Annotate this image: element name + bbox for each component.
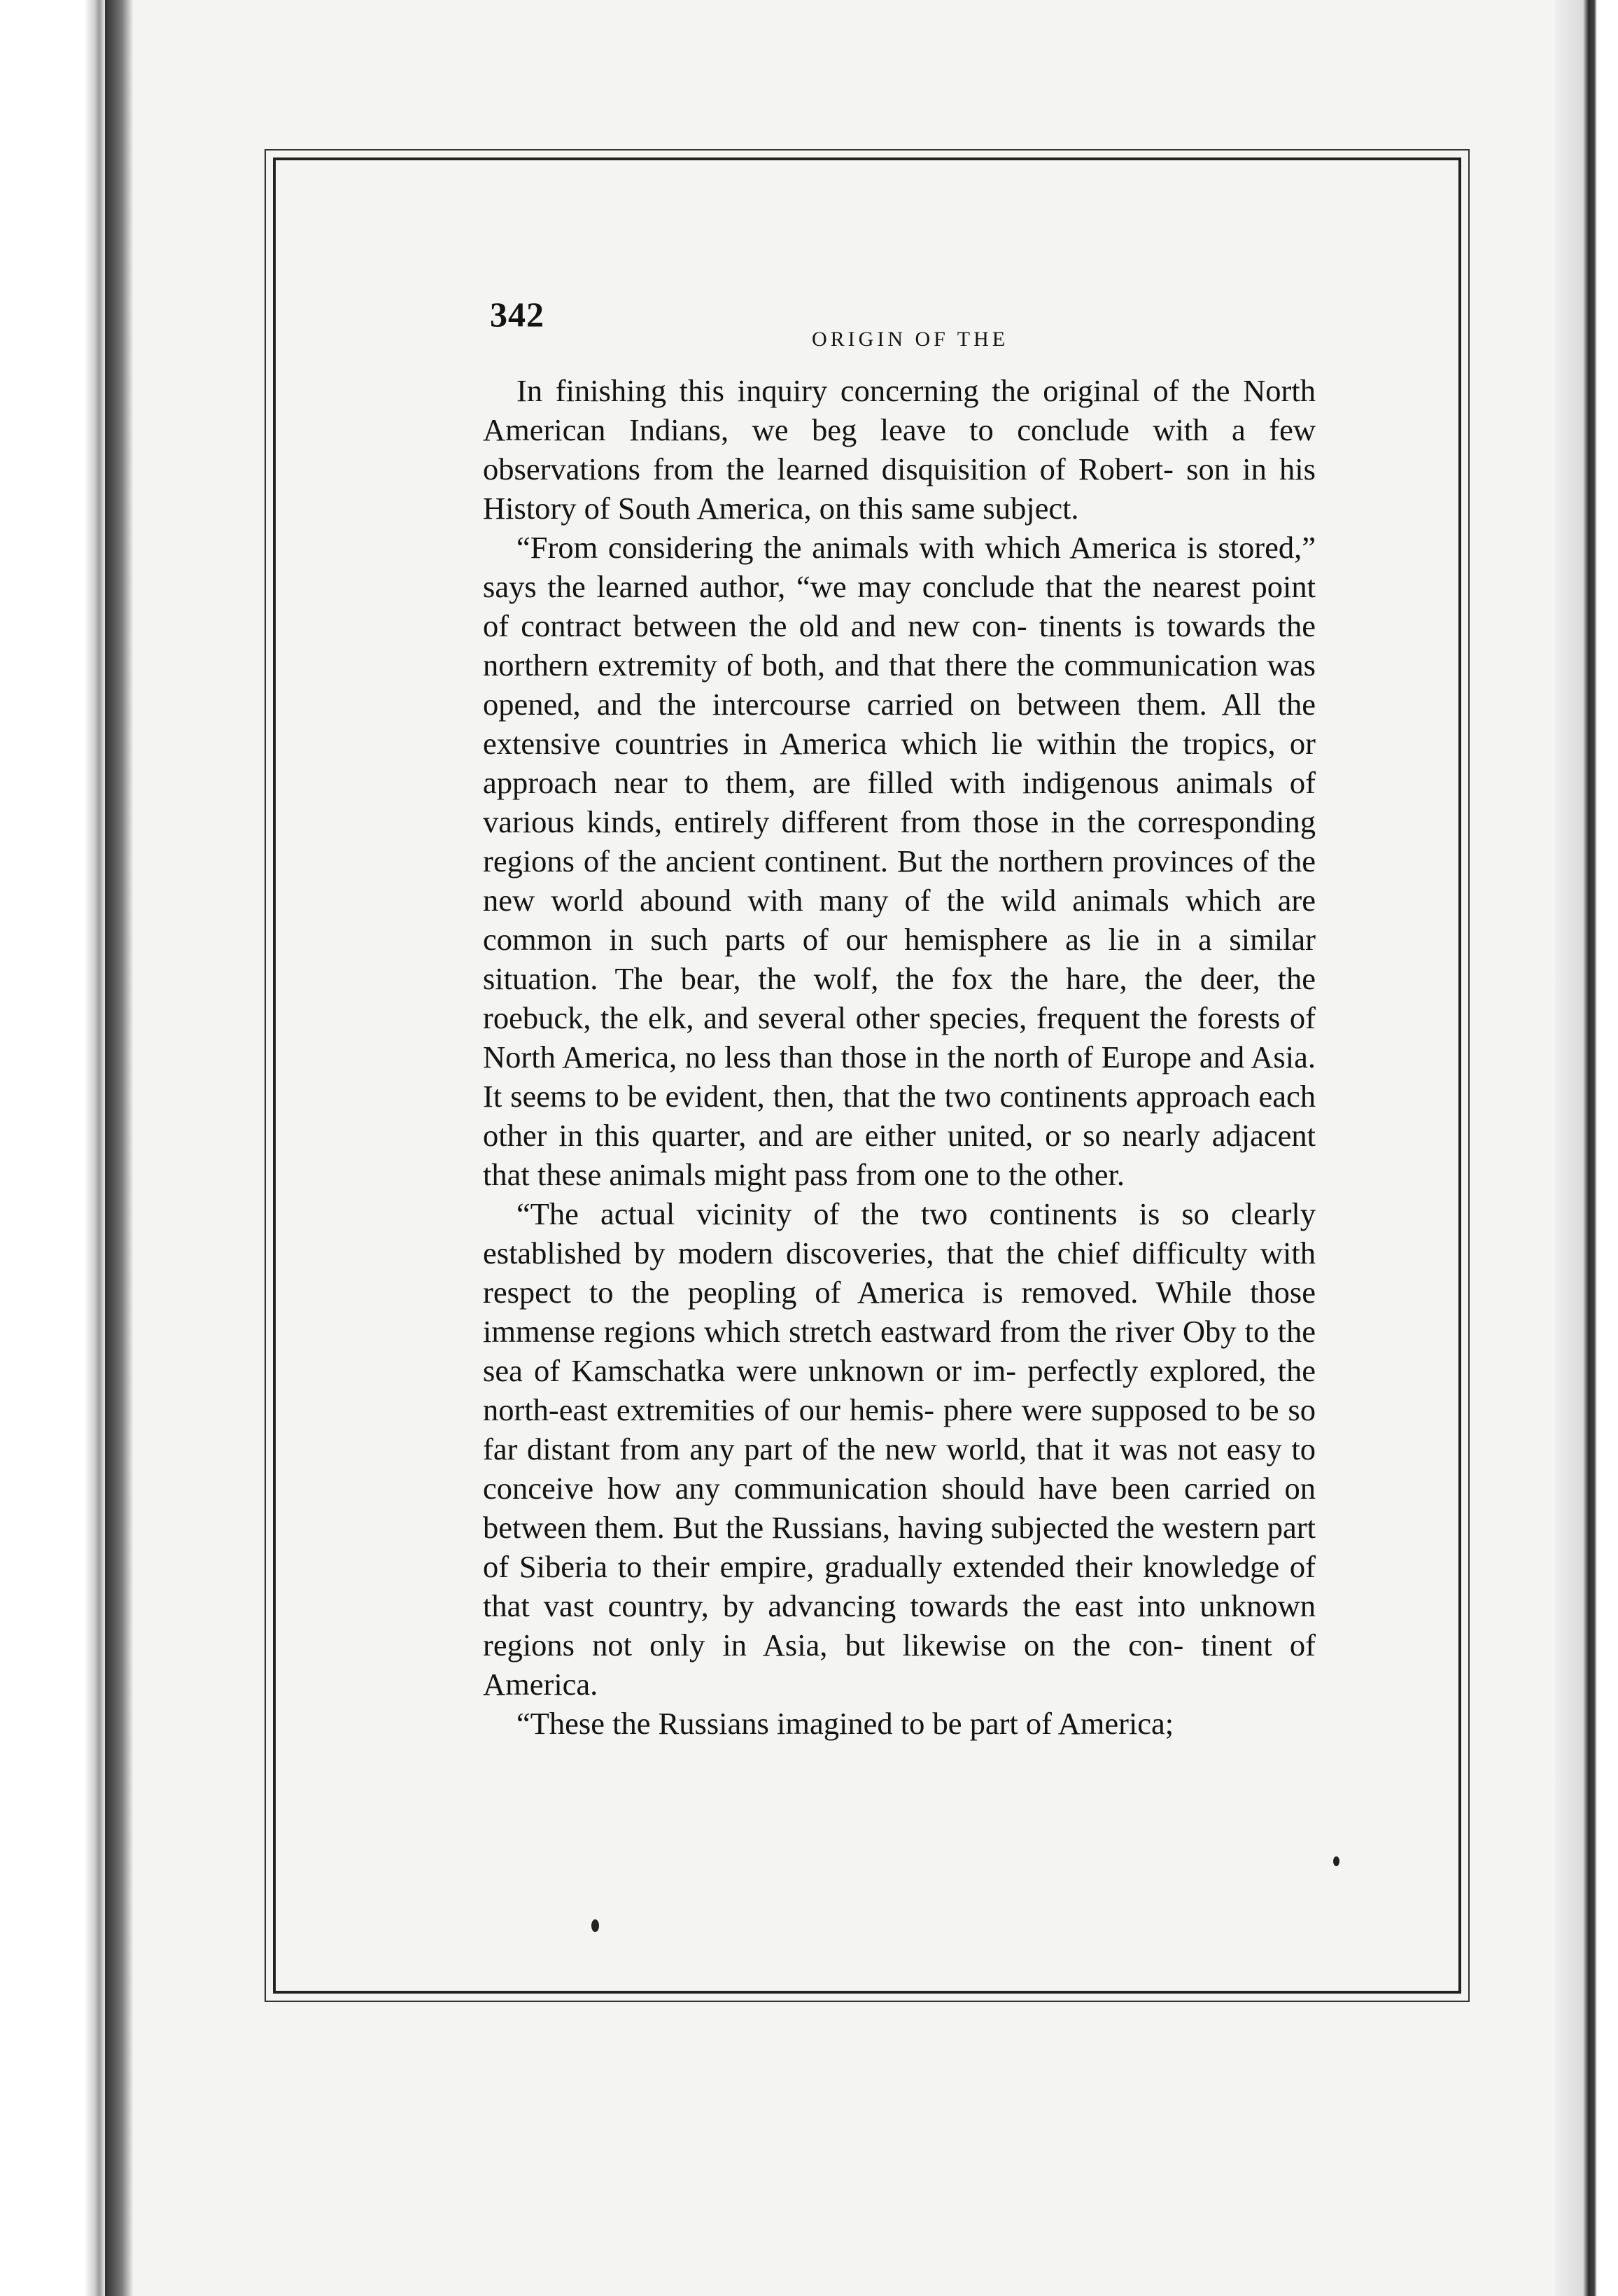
book-page	[483, 294, 1316, 1799]
paragraph-1: In finishing this inquiry concerning the original of the North American Indians, we beg leave to conclude with a few observations from the learned disquisition of Robert- son in his History of South America, on this same subject.	[483, 373, 1316, 526]
book-left-edge	[0, 0, 105, 2296]
running-head: ORIGIN OF THE	[812, 328, 1009, 351]
ink-speck	[591, 1919, 599, 1932]
book-right-edge	[1555, 0, 1618, 2296]
book-gutter-shadow	[105, 0, 133, 2296]
paragraph-2: “From considering the animals with which America is stored,” says the learned author, “we may conclude that the nearest point of contract between the old and new con- tinents is towards the northern extremity of both, and that there the communication was opened, and the intercourse carried on between them. All the extensive countries in America which lie within the tropics, or approach near to them, are filled with indigenous animals of various kinds, entirely different from those in the corresponding regions of the ancient continent. But the northern provinces of the new world abound with many of the wild animals which are common in such parts of our hemisphere as lie in a similar situation. The bear, the wolf, the fox the hare, the deer, the roebuck, the elk, and several other species, frequent the forests of North America, no less than those in the north of Europe and Asia. It seems to be evident, then, that the two continents approach each other in this quarter, and are either united, or so nearly adjacent that these animals might pass from one to the other.	[483, 530, 1316, 1192]
body-text	[483, 371, 1316, 1743]
page-header	[483, 294, 1316, 371]
ink-speck	[1333, 1856, 1339, 1866]
paragraph-4: “These the Russians imagined to be part of America;	[516, 1706, 1174, 1741]
paragraph-3: “The actual vicinity of the two continents is so clearly established by modern discoveries, that the chief difficulty with respect to the peopling of America is removed. While those immense regions which stretch eastward from the river Oby to the sea of Kamschatka were unknown or im- perfectly explored, the north-east extremities of our hemis- phere were supposed to be so far distant from any part of the new world, that it was not easy to conceive how any communication should have been carried on between them. But the Russians, having subjected the western part of Siberia to their empire, gradually extended their knowledge of that vast country, by advancing towards the east into unknown regions not only in Asia, but likewise on the con- tinent of America.	[483, 1196, 1316, 1702]
page-number: 342	[490, 295, 544, 334]
